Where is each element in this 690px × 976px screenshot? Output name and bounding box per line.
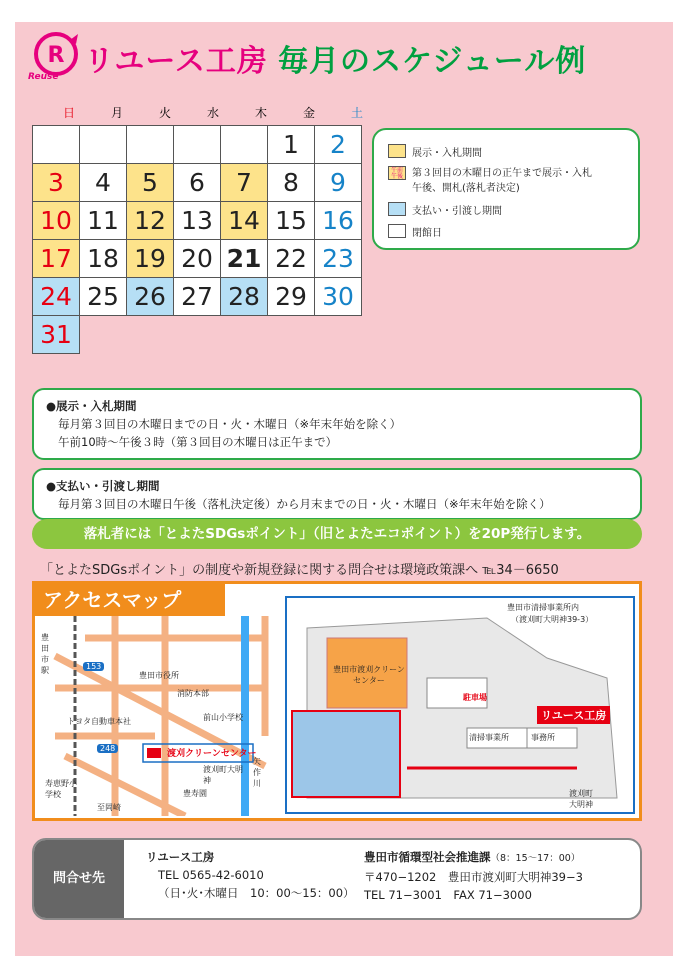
- weekday-wed: 水: [206, 106, 219, 120]
- calendar-day: 6: [174, 164, 221, 202]
- legend-payment-label: 支払い・引渡し期間: [412, 206, 502, 217]
- map-okazaki: 至岡崎: [97, 803, 121, 812]
- calendar-day: 22: [268, 240, 315, 278]
- calendar-day: 19: [127, 240, 174, 278]
- calendar-day: 2: [315, 126, 362, 164]
- access-map: [32, 581, 642, 821]
- calendar-day: 17: [33, 240, 80, 278]
- inquiry-col1-hours: （日･火･木曜日 10：00〜15：00）: [158, 886, 355, 900]
- right-site-map: [285, 596, 635, 814]
- calendar-day: 27: [174, 278, 221, 316]
- logo-sub: Reuse: [28, 72, 59, 82]
- calendar-day: 29: [268, 278, 315, 316]
- logo-letter: R: [47, 43, 65, 68]
- calendar-day: 4: [80, 164, 127, 202]
- calendar-day: 12: [127, 202, 174, 240]
- map-route248: 248: [97, 744, 118, 753]
- weekday-thu: 木: [254, 106, 267, 120]
- calendar-day: 15: [268, 202, 315, 240]
- legend-box: [372, 128, 640, 250]
- inquiry-col2-title: 豊田市循環型社会推進課: [364, 850, 491, 864]
- inquiry-box: [32, 838, 642, 920]
- calendar-day: [221, 126, 268, 164]
- calendar-day-third-thursday: 21: [221, 240, 268, 278]
- calendar-day: 3: [33, 164, 80, 202]
- calendar-day: 7: [221, 164, 268, 202]
- map-toyota: トヨタ自動車本社: [67, 717, 131, 726]
- legend-ampm-text: [412, 166, 592, 196]
- calendar-day: 5: [127, 164, 174, 202]
- calendar-day: 20: [174, 240, 221, 278]
- points-banner: 落札者には「とよたSDGsポイント」（旧とよたエコポイント）を20P発行します。: [32, 519, 642, 549]
- info-payment-line1: 毎月第３回目の木曜日午後（落札決定後）から月末までの日・火・木曜日（※年末年始を除く）: [58, 497, 551, 511]
- page-title: 毎月のスケジュール例: [278, 44, 587, 79]
- legend-swatch-ampm: [388, 166, 406, 180]
- map-river: 矢作川: [253, 757, 261, 788]
- map-shrine: 渡刈町大明神: [203, 765, 243, 785]
- map-office2: 清掃事業所: [469, 733, 509, 742]
- calendar-empty: [127, 316, 174, 354]
- map-route153: 153: [83, 662, 104, 671]
- calendar-day: 30: [315, 278, 362, 316]
- map-parking: 駐車場: [463, 693, 487, 702]
- inquiry-col1: [146, 848, 355, 902]
- map-reuse-label: リユース工房: [537, 706, 610, 724]
- reuse-logo-icon: [32, 30, 80, 78]
- calendar-day: 10: [33, 202, 80, 240]
- inquiry-col1-title: リユース工房: [146, 850, 215, 864]
- map-office: 豊田市清掃事業所内: [507, 603, 579, 612]
- calendar-empty: [221, 316, 268, 354]
- info-exhibit: [32, 388, 642, 460]
- calendar-day: 11: [80, 202, 127, 240]
- calendar-day: 23: [315, 240, 362, 278]
- calendar-empty: [268, 316, 315, 354]
- calendar-day: 9: [315, 164, 362, 202]
- calendar-day: 31: [33, 316, 80, 354]
- calendar-empty: [315, 316, 362, 354]
- weekday-sun: 日: [62, 106, 75, 120]
- calendar-day: 25: [80, 278, 127, 316]
- weekday-sat: 土: [350, 106, 363, 120]
- calendar-empty: [174, 316, 221, 354]
- inquiry-label: 問合せ先: [34, 840, 124, 918]
- map-center: 渡刈クリーンセンター: [167, 749, 257, 759]
- map-clean-center: 豊田市渡刈クリーンセンター: [333, 665, 405, 685]
- inquiry-col2-addr: 〒470−1202 豊田市渡刈町大明神39−3: [364, 870, 583, 884]
- info-payment-heading: ●支払い・引渡し期間: [46, 479, 160, 493]
- legend-swatch-yellow: [388, 144, 406, 158]
- legend-exhibit: [388, 144, 482, 159]
- calendar-day: 8: [268, 164, 315, 202]
- info-exhibit-line2: 午前10時〜午後３時（第３回目の木曜日は正午まで）: [58, 435, 338, 449]
- weekday-fri: 金: [302, 106, 315, 120]
- map-office3: 事務所: [531, 733, 555, 742]
- info-exhibit-heading: ●展示・入札期間: [46, 399, 137, 413]
- inquiry-col2-hours: （8：15〜17：00）: [490, 853, 581, 864]
- legend-swatch-white: [388, 224, 406, 238]
- calendar-day: 28: [221, 278, 268, 316]
- map-city-hall: 豊田市役所: [139, 671, 179, 680]
- legend-exhibit-label: 展示・入札期間: [412, 148, 482, 159]
- legend-swatch-blue: [388, 202, 406, 216]
- inquiry-col1-tel: TEL 0565-42-6010: [158, 868, 264, 882]
- calendar-day: [174, 126, 221, 164]
- map-address: （渡刈町大明神39-3）: [511, 615, 594, 624]
- ampm-badge-bottom: 午後: [390, 173, 403, 180]
- info-payment: [32, 468, 642, 520]
- calendar-day: [33, 126, 80, 164]
- map-fire-dept: 消防本部: [177, 689, 209, 698]
- weekday-tue: 火: [158, 106, 171, 120]
- brand-name: リユース工房: [84, 44, 268, 79]
- map-station: 豊田市駅: [41, 633, 49, 675]
- legend-payment: [388, 202, 502, 217]
- calendar-empty: [80, 316, 127, 354]
- calendar-day: 24: [33, 278, 80, 316]
- legend-ampm: [388, 166, 592, 196]
- calendar-grid: [32, 125, 362, 354]
- legend-ampm-line1: 第３回目の木曜日の正午まで展示・入札: [412, 168, 592, 179]
- map-shrine2: 渡刈町大明神: [569, 789, 593, 809]
- access-map-title: アクセスマップ: [35, 584, 225, 616]
- calendar-day: 1: [268, 126, 315, 164]
- calendar-day: [80, 126, 127, 164]
- info-exhibit-line1: 毎月第３回目の木曜日までの日・火・木曜日（※年末年始を除く）: [58, 417, 402, 431]
- calendar-day: 16: [315, 202, 362, 240]
- map-school2: 寿恵野小学校: [45, 779, 77, 799]
- weekday-mon: 月: [110, 106, 123, 120]
- legend-ampm-line2: 午後、開札(落札者決定): [412, 183, 520, 194]
- map-school: 前山小学校: [203, 713, 243, 722]
- points-contact-line: 「とよたSDGsポイント」の制度や新規登録に関する問合せは環境政策課へ ℡34－6650: [40, 563, 559, 578]
- map-toujuen: 豊寿園: [183, 789, 207, 798]
- calendar-day: 26: [127, 278, 174, 316]
- building-photo: [291, 710, 401, 798]
- legend-closed-label: 閉館日: [412, 228, 442, 239]
- ampm-badge-top: 午前: [390, 167, 403, 174]
- calendar-day: [127, 126, 174, 164]
- calendar-day: 13: [174, 202, 221, 240]
- legend-closed: [388, 224, 442, 239]
- calendar-day: 14: [221, 202, 268, 240]
- inquiry-col2-tel: TEL 71−3001 FAX 71−3000: [364, 888, 532, 902]
- calendar-day: 18: [80, 240, 127, 278]
- inquiry-col2: [364, 848, 583, 904]
